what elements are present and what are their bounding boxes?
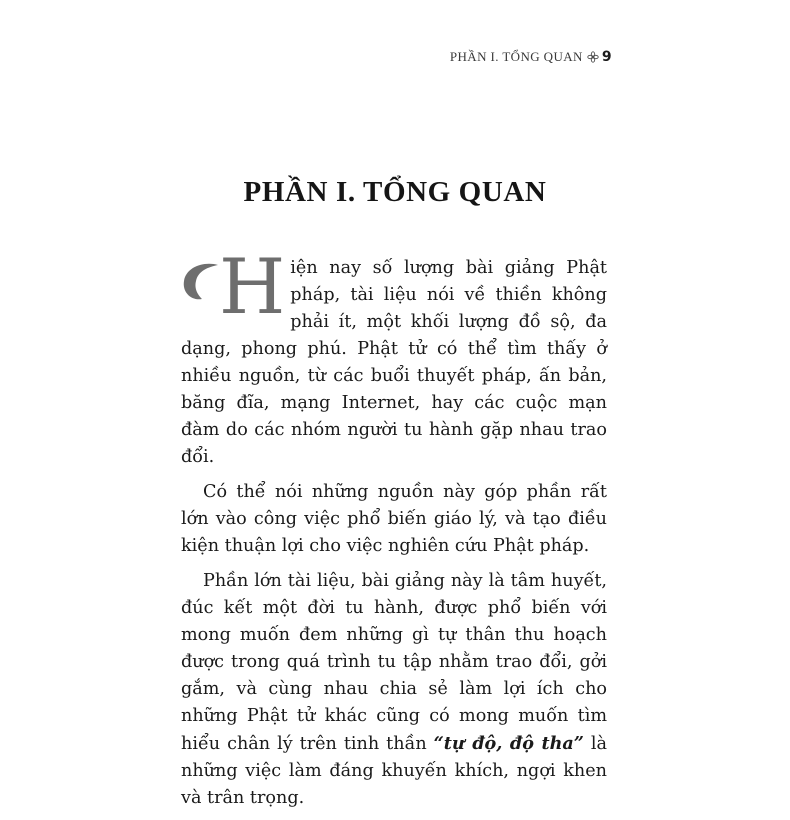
emphasis-quote: “tự độ, độ tha” xyxy=(433,733,584,754)
four-petal-ornament-icon xyxy=(587,51,599,63)
body-text xyxy=(181,242,607,820)
paragraph-1 xyxy=(181,242,607,471)
chapter-title: PHẦN I. TỔNG QUAN xyxy=(243,176,547,208)
paragraph-3-text-end: là những việc làm đáng khuyến khích, ngợi khen và trân trọng. xyxy=(181,734,607,808)
paragraph-2: Có thể nói những nguồn này góp phần rất lớn vào công việc phổ biến giáo lý, và tạo điều kiện thuận lợi cho việc nghiên cứu Phật pháp. xyxy=(181,482,607,556)
running-title: PHẦN I. TỔNG QUAN xyxy=(449,49,583,64)
page-number: 9 xyxy=(601,49,612,65)
paragraph-1-text: iện nay số lượng bài giảng Phật pháp, tài liệu nói về thiền không phải ít, một khối lượng đồ sộ, đa dạng, phong phú. Phật tử có thể tìm thấy ở nhiều nguồn, từ các buổi thuyết pháp, ấn bản, băng đĩa, mạng Internet, hay các cuộc mạn đàm do các nhóm người tu hành gặp nhau trao đổi. xyxy=(181,258,607,467)
dropcap-letter: H xyxy=(219,242,286,331)
paragraph-3 xyxy=(181,568,607,812)
running-header xyxy=(450,49,612,65)
paragraph-3-text-start: Phần lớn tài liệu, bài giảng này là tâm huyết, đúc kết một đời tu hành, được phổ biến với mong muốn đem những gì tự thân thu hoạch được trong quá trình tu tập nhằm trao đổi, gởi gắm, và cùng nhau chia sẻ làm lợi ích cho những Phật tử khác cũng có mong muốn tìm hiểu chân lý trên tinh thần xyxy=(181,571,607,754)
